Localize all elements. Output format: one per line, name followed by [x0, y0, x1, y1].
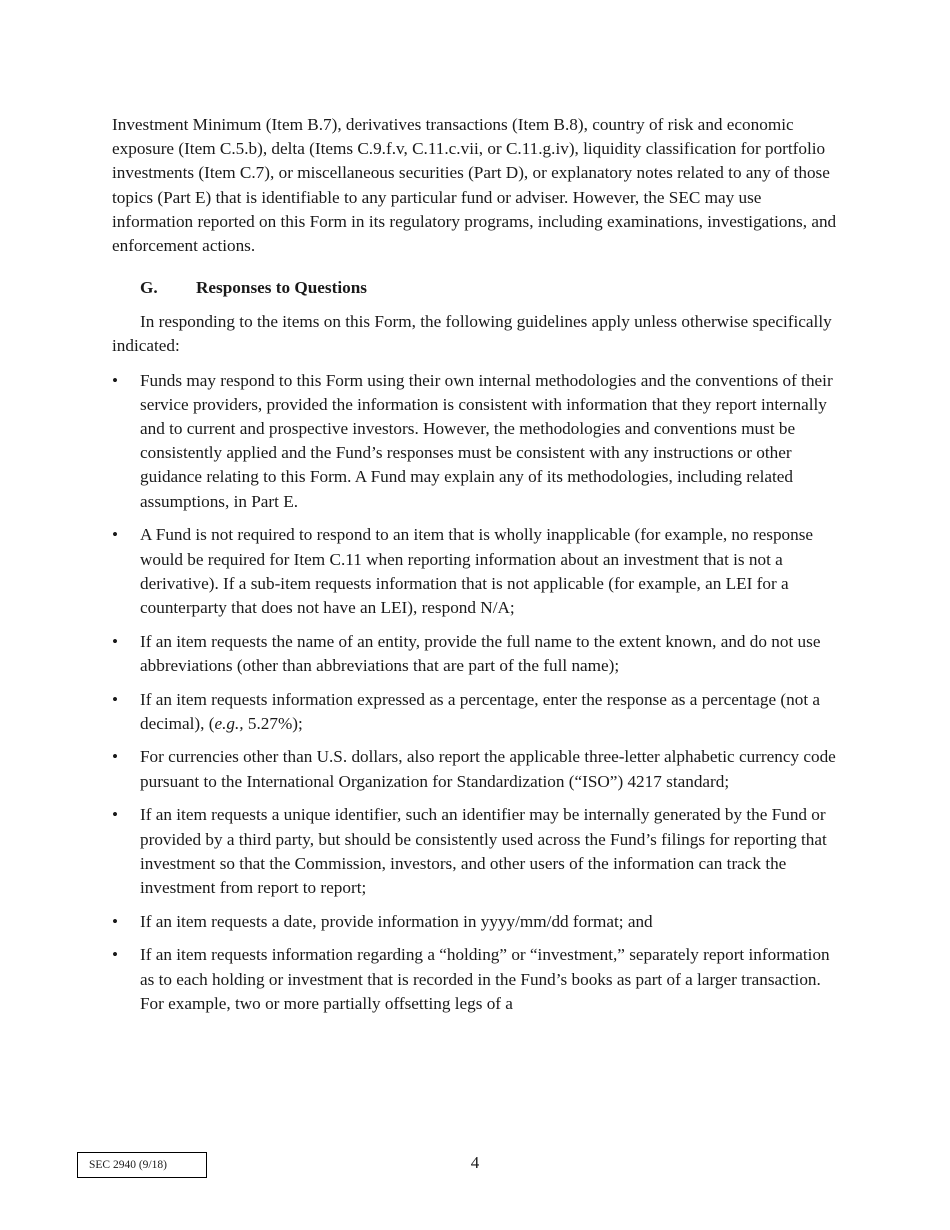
- list-item: [112, 943, 842, 1016]
- list-item: [112, 803, 842, 900]
- list-item-text: A Fund is not required to respond to an item that is wholly inapplicable (for example, no response would be required for Item C.11 when reporting information about an investment that is not a derivative). If a sub-item requests information that is not applicable (for example, an LEI for a counterparty that does not have an LEI), respond N/A;: [140, 525, 814, 617]
- page-number: 4: [470, 1153, 480, 1172]
- section-heading: [140, 276, 842, 300]
- list-item: [112, 369, 842, 514]
- section-letter: G.: [140, 278, 158, 298]
- list-item-text: If an item requests information regarding a “holding” or “investment,” separately report information as to each holding or investment that is recorded in the Fund’s books as part of a larger transaction. For example, two or more partially offsetting legs of a: [140, 945, 830, 1013]
- list-item-text: For currencies other than U.S. dollars, also report the applicable three-letter alphabetic currency code pursuant to the International Organization for Standardization (“ISO”) 4217 standard;: [140, 747, 836, 791]
- bullet-icon: •: [112, 911, 119, 931]
- list-item-text: If an item requests the name of an entity, provide the full name to the extent known, and do not use abbreviations (other than abbreviations that are part of the full name);: [140, 631, 821, 675]
- guidelines-list: [112, 369, 842, 1016]
- italic-eg: e.g.,: [214, 713, 244, 733]
- intro-paragraph: In responding to the items on this Form, the following guidelines apply unless otherwise specifically indicated:: [112, 312, 832, 356]
- list-item-text: If an item requests a date, provide information in yyyy/mm/dd format; and: [140, 911, 653, 931]
- bullet-icon: •: [112, 945, 119, 965]
- section-title: Responses to Questions: [196, 278, 367, 298]
- list-item: [112, 630, 842, 678]
- page-content: [112, 113, 842, 1026]
- form-id-box: SEC 2940 (9/18): [77, 1152, 207, 1178]
- bullet-icon: •: [112, 689, 119, 709]
- list-item: [112, 688, 842, 736]
- opening-paragraph: Investment Minimum (Item B.7), derivatives transactions (Item B.8), country of risk and economic exposure (Item C.5.b), delta (Items C.9.f.v, C.11.c.vii, or C.11.g.iv), liquidity classification for portfolio investments (Item C.7), or miscellaneous securities (Part D), or explanatory notes related to any of those topics (Part E) that is identifiable to any particular fund or adviser. However, the SEC may use information reported on this Form in its regulatory programs, including examinations, investigations, and enforcement actions.: [112, 115, 837, 256]
- bullet-icon: •: [112, 805, 119, 825]
- list-item: [112, 745, 842, 793]
- list-item: [112, 523, 842, 620]
- bullet-icon: •: [112, 370, 119, 390]
- bullet-icon: •: [112, 525, 119, 545]
- list-item-text: Funds may respond to this Form using their own internal methodologies and the conventions of their service providers, provided the information is consistent with information that they report internally and to current and prospective investors. However, the methodologies and conventions must be consistently applied and the Fund’s responses must be consistent with any instructions or other guidance relating to this Form. A Fund may explain any of its methodologies, including related assumptions, in Part E.: [140, 370, 833, 511]
- list-item: [112, 910, 842, 934]
- list-item-text: If an item requests information expressed as a percentage, enter the response as a percentage (not a decimal), (e.g., 5.27%);: [140, 689, 821, 733]
- bullet-icon: •: [112, 631, 119, 651]
- list-item-text: If an item requests a unique identifier, such an identifier may be internally generated by the Fund or provided by a third party, but should be consistently used across the Fund’s filings for reporting that investment so that the Commission, investors, and other users of the information can track the investment from report to report;: [140, 805, 827, 897]
- bullet-icon: •: [112, 747, 119, 767]
